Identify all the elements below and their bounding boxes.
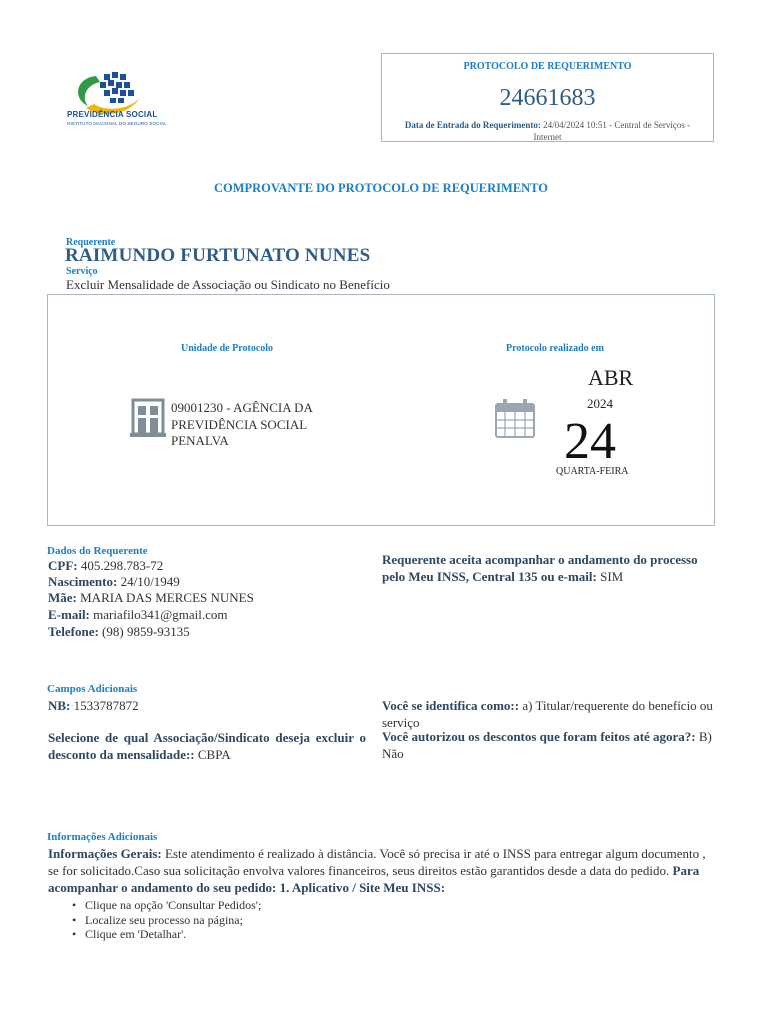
list-item: • Clique na opção 'Consultar Pedidos'; bbox=[72, 898, 261, 913]
protocol-date-value: 24/04/2024 10:51 - Central de Serviços - Internet bbox=[533, 120, 691, 142]
protocol-day: 24 bbox=[564, 413, 616, 470]
logo-name: PREVIDÊNCIA SOCIAL bbox=[67, 110, 158, 119]
identifica-value: a) Titular/requerente do benefício ou serviço bbox=[382, 698, 713, 730]
aceita-acompanhar-field: Requerente aceita acompanhar o andamento do processo pelo Meu INSS, Central 135 ou e-mail: SIM bbox=[382, 552, 698, 584]
requerente-name: RAIMUNDO FURTUNATO NUNES bbox=[65, 245, 371, 266]
unidade-label: Unidade de Protocolo bbox=[181, 343, 274, 354]
identifica-field: Você se identifica como:: a) Titular/requerente do benefício ou serviço bbox=[382, 698, 713, 730]
associacao-value: CBPA bbox=[197, 747, 231, 762]
aceita-value: SIM bbox=[600, 569, 624, 584]
building-icon bbox=[130, 398, 166, 438]
autorizou-value: B) Não bbox=[382, 729, 712, 761]
campos-adicionais-title: Campos Adicionais bbox=[47, 683, 138, 695]
protocol-year: 2024 bbox=[587, 396, 613, 411]
protocol-number: 24661683 bbox=[499, 85, 596, 111]
nascimento-field: Nascimento: 24/10/1949 bbox=[48, 574, 180, 589]
email-value: mariafilo341@gmail.com bbox=[93, 607, 228, 622]
list-item: • Clique em 'Detalhar'. bbox=[72, 927, 261, 942]
informacoes-gerais-text: Informações Gerais: Este atendimento é realizado à distância. Você só precisa ir até o INSS para entregar algum documento , se for solicitado.Caso sua solicitação envolva valores financeiros, seus direitos estão garantidos desde a data do pedido. Para acompanhar o andamento do seu pedido: 1. Aplicativo / Site Meu INSS: bbox=[48, 846, 706, 895]
email-field: E-mail: mariafilo341@gmail.com bbox=[48, 607, 228, 622]
associacao-field: Selecione de qual Associação/Sindicato deseja excluir o desconto da mensalidade:: CBPA bbox=[48, 730, 366, 762]
protocol-weekday: QUARTA-FEIRA bbox=[556, 466, 629, 477]
dados-requerente-title: Dados do Requerente bbox=[47, 545, 148, 557]
servico-name: Excluir Mensalidade de Associação ou Sindicato no Benefício bbox=[66, 277, 390, 292]
steps-list bbox=[72, 898, 261, 942]
realizado-label: Protocolo realizado em bbox=[506, 343, 604, 354]
nascimento-value: 24/10/1949 bbox=[120, 574, 180, 589]
gerais-text: Este atendimento é realizado à distância. Você só precisa ir até o INSS para entregar algum documento , se for solicitado.Caso sua solicitação envolva valores financeiros, seus direitos estão garantidos desde a data do pedido. bbox=[48, 846, 706, 878]
protocol-date-label: Data de Entrada do Requerimento: bbox=[404, 120, 541, 130]
calendar-icon bbox=[495, 398, 535, 438]
acompanhar-text: Para acompanhar o andamento do seu pedido: 1. Aplicativo / Site Meu INSS: bbox=[48, 863, 700, 895]
mae-field: Mãe: MARIA DAS MERCES NUNES bbox=[48, 590, 254, 605]
nb-value: 1533787872 bbox=[73, 698, 139, 713]
servico-label: Serviço bbox=[66, 266, 98, 277]
logo-subtitle: INSTITUTO NACIONAL DO SEGURO SOCIAL bbox=[67, 121, 167, 126]
document-title: COMPROVANTE DO PROTOCOLO DE REQUERIMENTO bbox=[213, 181, 549, 195]
cpf-field: CPF: 405.298.783-72 bbox=[48, 558, 164, 573]
nb-field: NB: 1533787872 bbox=[48, 698, 139, 713]
requerente-label: Requerente bbox=[66, 237, 116, 248]
protocol-label: PROTOCOLO DE REQUERIMENTO bbox=[463, 61, 632, 72]
informacoes-adicionais-title: Informações Adicionais bbox=[47, 831, 158, 843]
cpf-value: 405.298.783-72 bbox=[80, 558, 164, 573]
telefone-value: (98) 9859-93135 bbox=[102, 624, 190, 639]
autorizou-field: Você autorizou os descontos que foram feitos até agora?: B) Não bbox=[382, 729, 712, 761]
mae-value: MARIA DAS MERCES NUNES bbox=[80, 590, 254, 605]
protocol-entry-date bbox=[392, 119, 703, 143]
unidade-text: 09001230 - AGÊNCIA DA PREVIDÊNCIA SOCIAL PENALVA bbox=[171, 400, 313, 448]
list-item: • Localize seu processo na página; bbox=[72, 913, 261, 928]
protocol-month: ABR bbox=[588, 365, 634, 390]
telefone-field: Telefone: (98) 9859-93135 bbox=[48, 624, 190, 639]
